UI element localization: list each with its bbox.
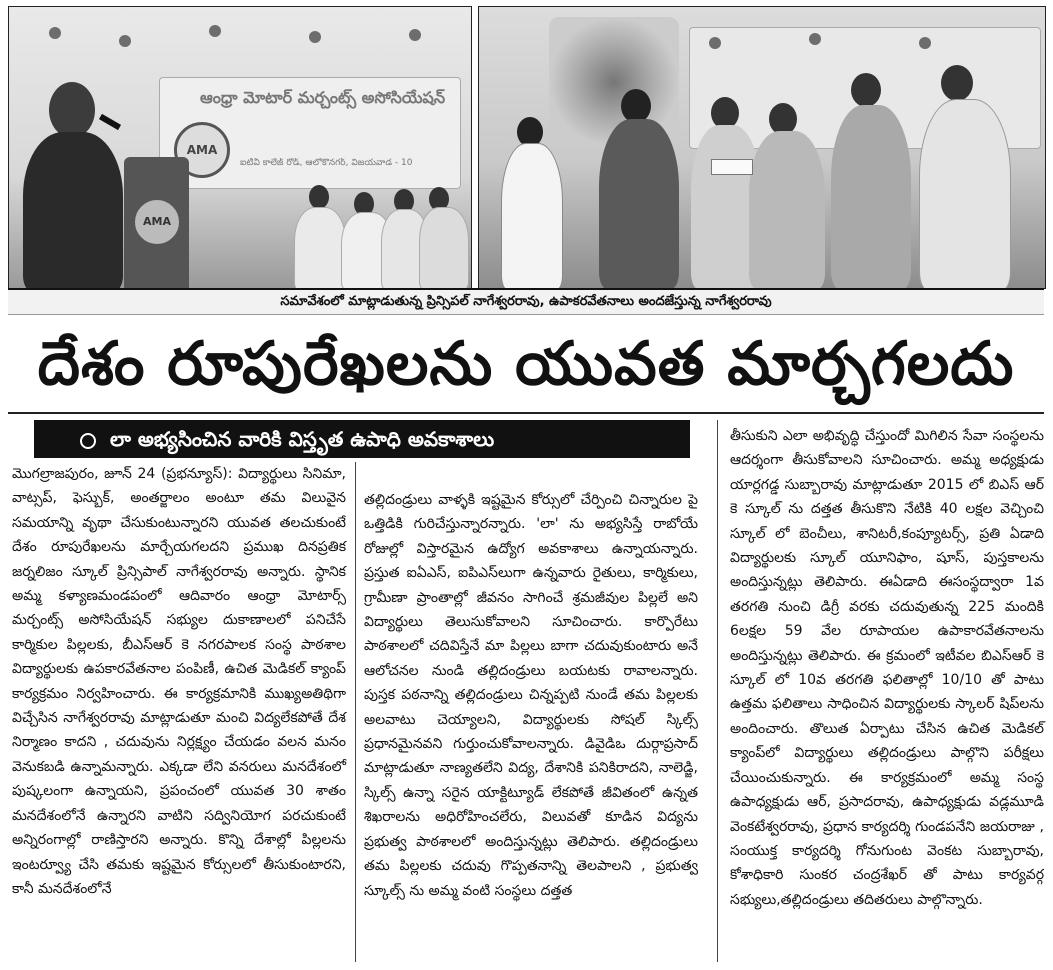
divider [8,412,1044,414]
article-paragraph: తల్లిదండ్రులు వాళ్ళకి ఇష్టమైన కోర్సులో చేర్పించి చిన్నారుల పై ఒత్తిడికి గురిచేస్తున్నారన్నారు. 'లా' ను అభ్యసిస్తే రాబోయే రోజుల్లో విస్తారమైన ఉద్యోగ అవకాశాలు ఉన్నాయన్నారు. ప్రస్తుత ఐఏఎస్, ఐపిఎస్‌లుగా ఉన్నవారు రైతులు, కార్మికులు, గ్రామీణా ప్రాంతాల్లో జీవనం సాగించే శ్రమజీవుల పిల్లలే అని విద్యార్థులు తెలుసుకోవాలని సూచించారు. కార్పొరేటు పాఠశాలలో చదివిస్తేనే మా పిల్లలు బాగా చదువుకుంటారు అనే ఆలోచనల నుండి తల్లిదండ్రులు బయటకు రావాలన్నారు. పుస్తక పఠనాన్ని తల్లిదండ్రులు చిన్నప్పటి నుండే తమ పిల్లలకు అలవాటు చెయ్యాలని, విద్యార్థులకు సోషల్ స్కిల్స్ ప్రధానమైనవని గుర్తుంచుకోవాలన్నారు. డివైడిఒ దుర్గాప్రసాద్ మాట్లాడుతూ నాణ్యతలేని విద్య, దేశానికి పనికిరాదని, నాలెడ్జి, స్కిల్స్ ఉన్నా సరైన యాక్టిట్యూడ్ లేకపోతే జీవితంలో ఉన్నత శిఖరాలను అధిరోహించలేరు, విలువతో కూడిన విద్యను ప్రభుత్వ పాఠశాలలో అందిస్తున్నట్లు తెలిపారు. తల్లిదండ్రులు తమ పిల్లలకు చదువు గొప్పతనాన్ని తెలపాలని , ప్రభుత్వ స్కూల్స్ ను అమ్మ వంటి సంస్థలు దత్తత [364,492,698,899]
headline: దేశం రూపురేఖలను యువత మార్చగలదు [37,329,1015,399]
decorative-flower [209,25,221,37]
decorative-flower [709,37,721,49]
guest-standing [919,99,1011,289]
banner-title: ఆంధ్రా మోటార్ మర్చంట్స్ అసోసియేషన్ [200,88,446,107]
subheading-text: లా అభ్యసించిన వారికి విస్తృత ఉపాధి అవకాశాలు [110,427,495,451]
article-paragraph: తీసుకుని ఎలా అభివృద్ధి చేస్తుందో మిగిలిన సేవా సంస్థలను ఆదర్శంగా తీసుకోవాలని సూచించారు. అమ్మ అధ్యక్షుడు యార్లగడ్డ సుబ్బారావు మాట్లాడుతూ 2015 లో బిఎస్ ఆర్ కె స్కూల్ ను దత్తత తీసుకొని నేటికి 40 లక్షల వెచ్చించి స్కూల్ లో బెంచీలు, శానిటరీ,కంప్యూటర్స్, ప్రతి ఏడాది విద్యార్థులకు స్కూల్ యూనిఫాం, షూస్, పుస్తకాలను అందిస్తున్నట్లు తెలిపారు. ఈఏడాది ఈసంస్థద్వారా 1వ తరగతి నుంచి డిగ్రీ వరకు చదువుతున్న 225 మందికి 6లక్షల 59 వేల రూపాయల ఉపాకారవేతనాలను అందిస్తున్నట్లు తెలిపారు. ఈ క్రమంలో ఇటీవల బిఎస్ఆర్ కె స్కూల్ లో 10వ తరగతి ఫలితాల్లో 10/10 తో పాటు ఉత్తమ ఫలితాలు సాధించిన విద్యార్థులకు స్కాలర్ షిప్‌లను అందించారు. తొలుత ఏర్పాటు చేసిన ఉచిత మెడికల్ క్యాంప్‌లో విద్యార్థులు తల్లిదండ్రులు పాల్గొని పరీక్షలు చేయించుకున్నారు. ఈ కార్యక్రమంలో అమ్మ సంస్థ ఉపాధ్యక్షుడు ఆర్, ప్రసాదరావు, ఉపాధ్యక్షుడు వడ్లమూడి వెంకటేశ్వరరావు, ప్రధాన కార్యదర్శి గుండపనేని జయరాజు , సంయుక్త కార్యదర్శి గోనుగుంట వెంకట సుబ్బారావు, కోశాధికారి సుంకర చంద్రశేఖర్ తో పాటు కార్యవర్గ సభ్యులు,తల్లిదండ్రులు తదితరులు పాల్గొన్నారు. [730,428,1044,908]
seated-guest [294,207,346,289]
podium [124,157,189,289]
column-divider [355,462,356,962]
circle-bullet-icon [80,433,96,449]
seated-guest [419,207,469,289]
article-column-1 [12,462,346,901]
podium-logo-text: AMA [143,215,171,228]
student-in-white [501,143,563,289]
column-divider [717,420,718,962]
article-column-2 [364,488,698,903]
student-head [621,89,651,123]
principal-handing-certificate [749,131,825,289]
article-paragraph: మొగల్రాజపురం, జూన్ 24 (ప్రభన్యూస్): విద్యార్థులు సినిమా, వాట్సప్, ఫెస్బుక్, అంతర్జాలం అంటూ తమ విలువైన సమయాన్ని వృథా చేసుకుంటున్నారని యువత తలచుకుంటే దేశం రూపురేఖలను మార్చేయగలదని ప్రముఖ దినప్రతిక జర్నలిజం స్కూల్ ప్రిన్సిపాల్ నాగేశ్వరరావు అన్నారు. స్థానిక అమ్మ కళ్యాణమండపంలో ఆదివారం ఆంధ్రా మోటార్స్ మర్చంట్స్ అసోసియేషన్ సభ్యుల దుకాణాలలో పనిచేసే కార్మికుల పిల్లలకు, బీఎస్ఆర్ కె నగరపాలక సంస్థ పాఠశాల విద్యార్థులకు ఉపకారవేతనాల పంపిణీ, ఉచిత మెడికల్ క్యాంప్ కార్యక్రమం నిర్వహించారు. ఈ కార్యక్రమానికి ముఖ్యఅతిథిగా విచ్చేసిన నాగేశ్వరరావు మాట్లాడుతూ మంచి విద్యలేకపోతే దేశ నిర్మాణం కాదని , చదువును నిర్లక్ష్యం చేయడం వలన మనం వెనుకబడి ఉన్నామన్నారు. ఎక్కడా లేని వనరులు మనదేశంలో పుష్కలంగా ఉన్నాయని, ప్రపంచంలో యువత 30 శాతం మనదేశంలోనే ఉన్నారని వాటిని సద్వినియోగ పరచుకుంటే అన్నిరంగాల్లో రాణిస్తారని అన్నారు. కొన్ని దేశాల్లో పిల్లలను ఇంటర్వ్యూ చేసి తమకు ఇష్టమైన కోర్సులలో తీసుకుంటారని, కానీ మనదేశంలోనే [12,466,346,897]
seated-guest-head [309,185,329,209]
ama-logo-text: AMA [186,143,218,157]
decorative-flower [49,27,61,39]
student-receiving-scholarship [599,119,679,289]
scholarship-certificate [711,159,753,175]
decorative-flower [309,31,321,43]
podium-logo [132,197,182,247]
photo-caption: సమావేశంలో మాట్లాడుతున్న ప్రిన్సిపల్ నాగేశ్వరరావు, ఉపాకరవేతనాలు అందజేస్తున్న నాగేశ్వరరావు [8,288,1044,315]
guest-head [851,73,881,107]
decorative-flower [119,35,131,47]
photo-scholarship-distribution [478,6,1046,289]
speaker-figure [23,132,123,289]
speaker-head [49,82,95,138]
guest-head [941,65,973,101]
decorative-flower [919,37,931,49]
decorative-flower [809,33,821,45]
article-column-3 [730,424,1044,912]
subheading-banner [34,420,690,458]
decorative-flower [409,29,421,41]
photo-speaker-at-podium [8,6,472,289]
guest-standing [831,105,911,289]
microphone-icon [99,114,121,130]
banner-subtitle: ఐటీవీ కాలేజ్ రోడ్, ఆలోకొనగర్, విజయవాడ - 10 [240,158,413,168]
